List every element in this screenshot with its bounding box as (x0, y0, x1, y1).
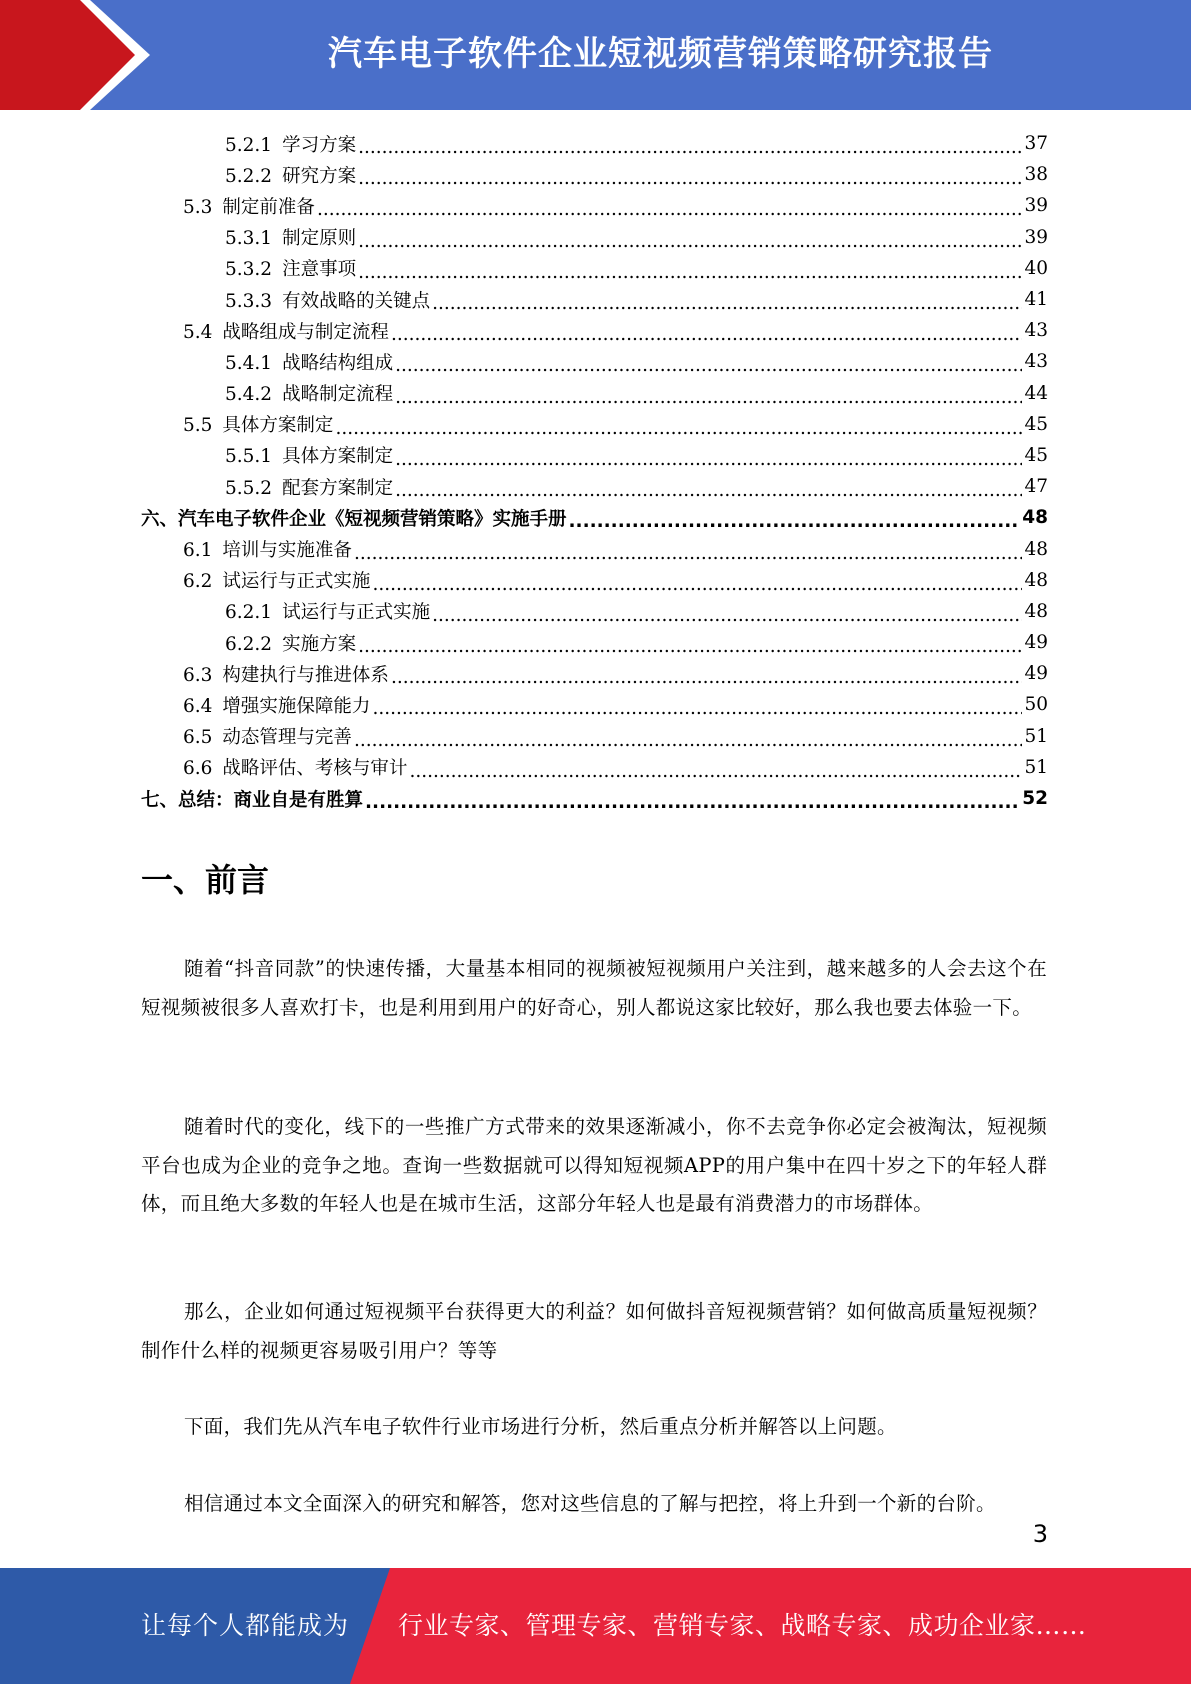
toc-entry-title: 七、总结：商业自是有胜算 (141, 789, 364, 811)
toc-entry-title: 战略制定流程 (282, 384, 394, 406)
toc-entry-label (225, 442, 395, 468)
toc-dot-leader (395, 449, 1022, 470)
footer-slogan-left: 让每个人都能成为 (141, 1611, 350, 1640)
toc-entry-page: 45 (1024, 444, 1048, 466)
paragraph-1: 随着“抖音同款”的快速传播，大量基本相同的视频被短视频用户关注到，越来越多的人会去这个在短视频被很多人喜欢打卡，也是利用到用户的好奇心，别人都说这家比较好，那么我也要去体验一下。 (141, 957, 1047, 1019)
toc-entry-page: 39 (1024, 226, 1048, 248)
toc-entry-label (183, 723, 354, 749)
toc-entry-number: 6.2.1 (225, 602, 273, 624)
toc-entry-page: 47 (1024, 476, 1048, 498)
toc-entry-number: 5.3 (183, 196, 213, 218)
toc-dot-leader (391, 324, 1023, 345)
toc-entry-label (183, 661, 391, 687)
toc-entry[interactable] (141, 378, 1048, 409)
toc-entry-title: 学习方案 (282, 134, 357, 156)
toc-entry-title: 具体方案制定 (222, 415, 334, 437)
toc-entry-number: 5.5.2 (225, 477, 273, 499)
toc-entry-label (183, 536, 354, 562)
toc-entry[interactable] (141, 284, 1048, 315)
toc-entry-page: 39 (1024, 195, 1048, 217)
toc-entry[interactable] (141, 596, 1048, 627)
toc-entry[interactable] (141, 440, 1048, 471)
toc-entry[interactable] (141, 409, 1048, 440)
toc-entry-page: 45 (1024, 413, 1048, 435)
toc-dot-leader (358, 231, 1022, 252)
toc-dot-leader (354, 543, 1023, 564)
toc-entry-label (225, 630, 358, 656)
toc-entry-number: 5.3.1 (225, 228, 273, 250)
toc-dot-leader (391, 667, 1023, 688)
toc-entry-title: 动态管理与完善 (222, 727, 352, 749)
toc-entry-number: 6.6 (183, 758, 213, 780)
toc-entry-label (225, 598, 432, 624)
toc-entry-number: 5.4.2 (225, 384, 273, 406)
toc-dot-leader (395, 480, 1022, 501)
toc-entry-title: 注意事项 (282, 259, 357, 281)
toc-dot-leader (372, 698, 1022, 719)
toc-entry-title: 战略评估、考核与审计 (222, 758, 408, 780)
toc-entry-label (141, 505, 569, 531)
toc-entry-title: 实施方案 (282, 633, 357, 655)
toc-dot-leader (317, 199, 1023, 220)
toc-entry[interactable] (141, 190, 1048, 221)
toc-entry-label (225, 255, 358, 281)
toc-entry-label (225, 474, 395, 500)
toc-entry-label (225, 349, 395, 375)
toc-entry-title: 战略结构组成 (282, 352, 394, 374)
toc-entry-page: 38 (1024, 164, 1048, 186)
toc-entry-page: 40 (1024, 257, 1048, 279)
toc-entry-number: 5.3.3 (225, 290, 273, 312)
toc-entry-number: 5.4.1 (225, 352, 273, 374)
toc-entry-label (225, 224, 358, 250)
toc-entry-number: 5.4 (183, 321, 213, 343)
toc-entry[interactable] (141, 752, 1048, 783)
toc-dot-leader (395, 387, 1022, 408)
toc-entry-title: 配套方案制定 (282, 477, 394, 499)
toc-entry-label (225, 287, 432, 313)
toc-entry-number: 6.1 (183, 540, 213, 562)
toc-entry-label (225, 162, 358, 188)
toc-dot-leader (335, 418, 1022, 439)
toc-entry-page: 43 (1024, 320, 1048, 342)
toc-entry-label (183, 567, 372, 593)
toc-entry-page: 50 (1024, 694, 1048, 716)
toc-entry-page: 49 (1024, 663, 1048, 685)
toc-entry-number: 6.5 (183, 727, 213, 749)
toc-entry-number: 6.4 (183, 695, 213, 717)
toc-entry[interactable] (141, 627, 1048, 658)
toc-dot-leader (358, 262, 1022, 283)
toc-entry-label (183, 754, 409, 780)
paragraph-4: 下面，我们先从汽车电子软件行业市场进行分析，然后重点分析并解答以上问题。 (184, 1415, 897, 1438)
page-footer (0, 1568, 1191, 1684)
toc-entry[interactable] (141, 533, 1048, 564)
section-heading: 一、前言 (141, 861, 270, 899)
toc-entry[interactable] (141, 689, 1048, 720)
toc-entry[interactable] (141, 721, 1048, 752)
toc-entry-page: 49 (1024, 632, 1048, 654)
toc-entry-title: 培训与实施准备 (222, 540, 352, 562)
toc-dot-leader (569, 511, 1021, 532)
toc-entry[interactable] (141, 159, 1048, 190)
toc-dot-leader (358, 636, 1022, 657)
toc-entry-page: 52 (1022, 788, 1048, 810)
toc-entry-label (183, 193, 317, 219)
toc-entry-title: 具体方案制定 (282, 446, 394, 468)
toc-entry-number: 6.3 (183, 664, 213, 686)
toc-entry-number: 5.2.2 (225, 165, 273, 187)
toc-entry[interactable] (141, 346, 1048, 377)
toc-entry-title: 增强实施保障能力 (222, 695, 371, 717)
toc-dot-leader (354, 730, 1023, 751)
toc-entry-label (183, 318, 391, 344)
toc-entry-title: 制定原则 (282, 228, 357, 250)
page-number: 3 (1032, 1520, 1048, 1548)
report-title: 汽车电子软件企业短视频营销策略研究报告 (328, 34, 993, 74)
toc-entry-label (183, 411, 335, 437)
toc-dot-leader (365, 792, 1020, 813)
toc-entry-page: 51 (1024, 725, 1048, 747)
toc-dot-leader (358, 168, 1022, 189)
toc-entry-number: 5.3.2 (225, 259, 273, 281)
toc-entry-number: 5.5.1 (225, 446, 273, 468)
toc-entry-label (141, 786, 365, 812)
toc-entry[interactable] (141, 471, 1048, 502)
toc-entry-page: 37 (1024, 133, 1048, 155)
toc-entry[interactable] (141, 315, 1048, 346)
toc-entry-page: 48 (1024, 538, 1048, 560)
toc-entry[interactable] (141, 783, 1048, 814)
toc-entry-title: 试运行与正式实施 (282, 602, 431, 624)
toc-entry-title: 六、汽车电子软件企业《短视频营销策略》实施手册 (141, 508, 567, 530)
paragraph-2: 随着时代的变化，线下的一些推广方式带来的效果逐渐减小，你不去竞争你必定会被淘汰，短视频平台也成为企业的竞争之地。查询一些数据就可以得知短视频APP的用户集中在四十岁之下的年轻人群体，而且绝大多数的年轻人也是在城市生活，这部分年轻人也是最有消费潜力的市场群体。 (141, 1115, 1047, 1215)
toc-entry-title: 战略组成与制定流程 (222, 321, 389, 343)
toc-entry-page: 43 (1024, 351, 1048, 373)
toc-entry-page: 48 (1024, 569, 1048, 591)
toc-entry[interactable] (141, 502, 1048, 533)
toc-entry-title: 有效战略的关键点 (282, 290, 431, 312)
paragraph-3: 那么，企业如何通过短视频平台获得更大的利益？如何做抖音短视频营销？如何做高质量短视频？制作什么样的视频更容易吸引用户？等等 (141, 1300, 1047, 1362)
toc-entry-title: 构建执行与推进体系 (222, 664, 389, 686)
toc-entry-label (225, 380, 395, 406)
toc-entry-page: 51 (1024, 756, 1048, 778)
footer-slogan-right: 行业专家、管理专家、营销专家、战略专家、成功企业家…… (398, 1611, 1087, 1640)
toc-entry-number: 6.2 (183, 571, 213, 593)
toc-entry-page: 41 (1024, 289, 1048, 311)
toc-entry-number: 6.2.2 (225, 633, 273, 655)
toc-entry-label (183, 692, 372, 718)
toc-entry-title: 制定前准备 (222, 196, 315, 218)
table-of-contents (141, 128, 1048, 814)
toc-dot-leader (432, 293, 1022, 314)
toc-entry-title: 试运行与正式实施 (222, 571, 371, 593)
toc-dot-leader (432, 605, 1022, 626)
toc-dot-leader (372, 574, 1022, 595)
toc-dot-leader (409, 761, 1022, 782)
paragraph-5: 相信通过本文全面深入的研究和解答，您对这些信息的了解与把控，将上升到一个新的台阶。 (184, 1492, 996, 1515)
toc-entry-number: 5.2.1 (225, 134, 273, 156)
toc-entry[interactable] (141, 128, 1048, 159)
toc-entry[interactable] (141, 253, 1048, 284)
toc-entry-page: 48 (1022, 507, 1048, 529)
toc-entry-page: 48 (1024, 600, 1048, 622)
toc-entry[interactable] (141, 658, 1048, 689)
toc-entry[interactable] (141, 565, 1048, 596)
toc-dot-leader (395, 355, 1022, 376)
toc-dot-leader (358, 137, 1022, 158)
toc-entry-title: 研究方案 (282, 165, 357, 187)
toc-entry-label (225, 131, 358, 157)
page-header (0, 0, 1191, 110)
toc-entry[interactable] (141, 222, 1048, 253)
toc-entry-number: 5.5 (183, 415, 213, 437)
toc-entry-page: 44 (1024, 382, 1048, 404)
header-red-arrow-decoration (0, 0, 150, 110)
